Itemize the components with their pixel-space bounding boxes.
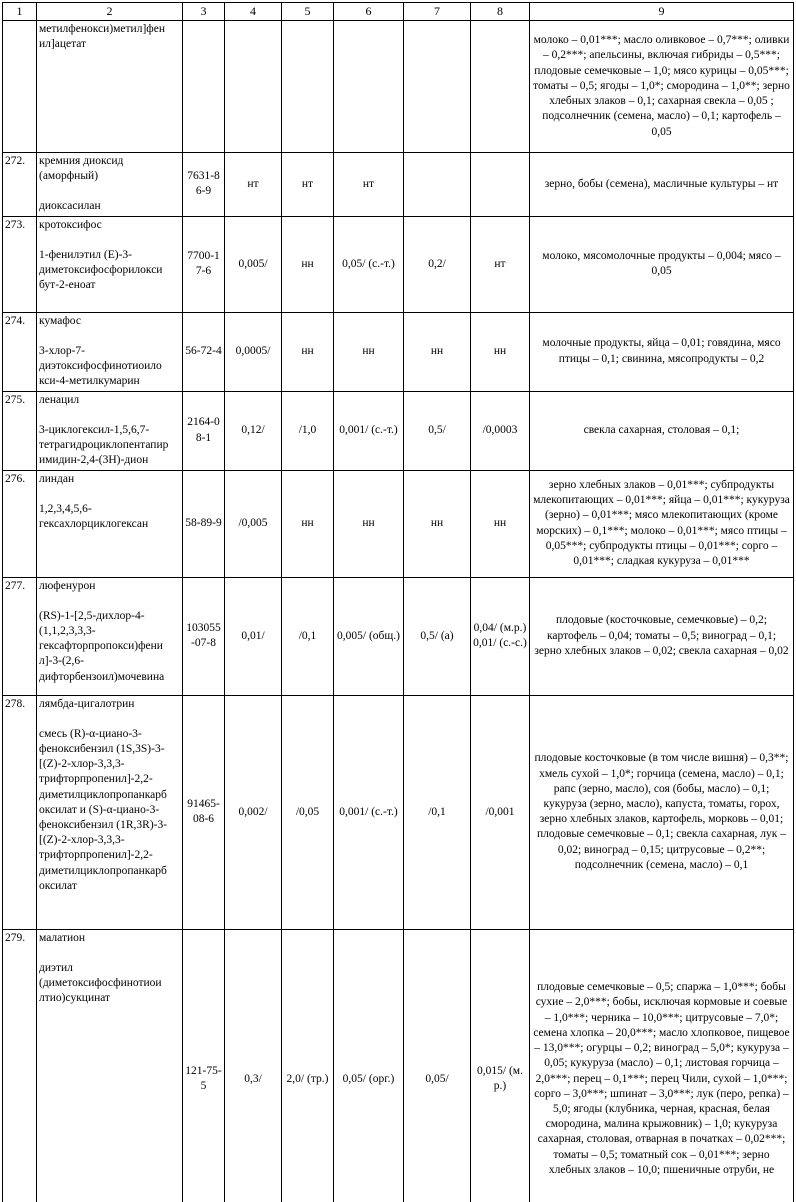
cas-number: 56-72-4 <box>183 312 225 391</box>
column-number-row <box>3 3 794 21</box>
substance-name-line: гексафторпропокси)фени <box>39 640 163 653</box>
substance-name-line: л]-3-(2,6- <box>39 655 85 668</box>
column-number: 2 <box>37 3 183 21</box>
value-col6: нт <box>334 153 404 217</box>
substance-name-cell <box>37 391 183 470</box>
substance-name-line: (аморфный) <box>39 170 99 183</box>
value-col8: нт <box>471 216 530 312</box>
substance-name-cell <box>37 577 183 695</box>
cas-number: 91465-08-6 <box>183 695 225 929</box>
value-col7: нн <box>404 470 471 577</box>
column-number: 1 <box>3 3 37 21</box>
value-col5: нн <box>282 312 334 391</box>
product-limits: молочные продукты, яйца – 0,01; говядина, мясо птицы – 0,1; свинина, мясопродукты – 0,2 <box>530 312 794 391</box>
substance-name-line: [(Z)-2-хлор-3,3,3- <box>39 758 125 771</box>
value-col4: 0,01/ <box>225 577 282 695</box>
row-number: 273. <box>3 216 37 312</box>
value-col7: 0,5/ <box>404 391 471 470</box>
product-limits: плодовые семечковые – 0,5; спаржа – 1,0***; бобы сухие – 2,0***; бобы, исключая кормовые и соевые – 1,0***; черника – 10,0***; цитрусовые – 7,0*; семена хлопка – 20,0***; масло хлопковое, пищевое – 13,0***; огурцы – 0,2; виноград – 5,0*; кукуруза – 0,05; кукуруза (масло) – 0,1; листовая горчица – 2,0***; перец – 0,1***; перец Чили, сухой – 1,0***; сорго – 3,0***; шпинат – 3,0***; лук (перо, репка) – 5,0; ягоды (клубника, черная, красная, белая смородина, малина крыжовник) – 1,0; кукуруза сахарная, столовая, отварная в початках – 0,02***; томаты – 0,5; томатный сок – 0,01***; зерно хлебных злаков – 10,0; пшеничные отруби, не <box>530 929 794 1202</box>
table-row <box>3 216 794 312</box>
substance-name-line: трифторпропенил]-2,2- <box>39 773 153 786</box>
row-number <box>3 21 37 153</box>
value-col5: /0,1 <box>282 577 334 695</box>
cas-number <box>183 21 225 153</box>
product-limits: зерно хлебных злаков – 0,01***; субпродукты млекопитающих – 0,01***; яйца – 0,01***; кукуруза (зерно) – 0,01***; мясо млекопитающих (кроме морских) – 0,1***; молоко – 0,01***; мясо птицы – 0,05***; субпродукты птицы – 0,01***; сорго – 0,01***; сладкая кукуруза – 0,01*** <box>530 470 794 577</box>
product-limits: молоко, мясомолочные продукты – 0,004; мясо – 0,05 <box>530 216 794 312</box>
substance-name-cell <box>37 21 183 153</box>
value-col5: 2,0/ (тр.) <box>282 929 334 1202</box>
substance-name-line: 1,2,3,4,5,6- <box>39 502 92 515</box>
substance-name-line: ил]ацетат <box>39 38 87 51</box>
value-col4: 0,002/ <box>225 695 282 929</box>
substance-name-line: (RS)-1-[2,5-дихлор-4- <box>39 609 145 622</box>
table-row <box>3 391 794 470</box>
substance-name-line <box>39 184 180 199</box>
value-col8 <box>471 153 530 217</box>
substance-name-line <box>39 594 180 609</box>
substance-name-line: бут-2-еноат <box>39 279 96 292</box>
value-col5: /1,0 <box>282 391 334 470</box>
substance-name-line: малатион <box>39 931 86 944</box>
substance-name-line: феноксибензил (1S,3S)-3- <box>39 743 165 756</box>
column-number: 8 <box>471 3 530 21</box>
column-number: 3 <box>183 3 225 21</box>
cas-number: 2164-08-1 <box>183 391 225 470</box>
table-row <box>3 929 794 1202</box>
value-col6: 0,05/ (орг.) <box>334 929 404 1202</box>
substance-name-line: оксилат и (S)-α-циано-3- <box>39 803 160 816</box>
value-col5: нн <box>282 216 334 312</box>
value-col6: 0,001/ (с.-т.) <box>334 391 404 470</box>
cas-number: 7700-17-6 <box>183 216 225 312</box>
substance-name-line: ленацил <box>39 393 80 406</box>
substance-name-line <box>39 487 180 502</box>
substance-name-line: 3-циклогексил-1,5,6,7- <box>39 423 150 436</box>
substance-name-line: лямбда-цигалотрин <box>39 697 135 710</box>
substance-name-line: диэтил <box>39 961 73 974</box>
product-limits: свекла сахарная, столовая – 0,1; <box>530 391 794 470</box>
substance-name-line: кумафос <box>39 314 81 327</box>
value-col5: нт <box>282 153 334 217</box>
row-number: 272. <box>3 153 37 217</box>
cas-number: 58-89-9 <box>183 470 225 577</box>
value-col6 <box>334 21 404 153</box>
value-col4: 0,12/ <box>225 391 282 470</box>
substance-name-line: метилфенокси)метил]фен <box>39 23 165 35</box>
substance-name-cell <box>37 929 183 1202</box>
substance-name-line: диметилциклопропанкарб <box>39 864 167 877</box>
column-number: 6 <box>334 3 404 21</box>
cas-number: 121-75-5 <box>183 929 225 1202</box>
table-row <box>3 577 794 695</box>
column-number: 7 <box>404 3 471 21</box>
table-row <box>3 470 794 577</box>
substance-name-line: смесь (R)-α-циано-3- <box>39 727 142 740</box>
value-col7: 0,2/ <box>404 216 471 312</box>
substance-name-line: кремния диоксид <box>39 155 124 167</box>
substance-name-line: кротоксифос <box>39 218 102 231</box>
value-col6: 0,001/ (с.-т.) <box>334 695 404 929</box>
value-col7: 0,5/ (а) <box>404 577 471 695</box>
substance-name-line: тетрагидроциклопентапир <box>39 439 169 452</box>
column-number: 5 <box>282 3 334 21</box>
value-col7 <box>404 153 471 217</box>
substance-name-line: дифторбензоил)мочевина <box>39 670 165 683</box>
substance-name-line: 3-хлор-7- <box>39 344 85 357</box>
value-col8: 0,04/ (м.р.) 0,01/ (с.-с.) <box>471 577 530 695</box>
substance-name-line: линдан <box>39 472 75 485</box>
substance-name-line: феноксибензил (1R,3R)-3- <box>39 819 168 832</box>
table-row <box>3 695 794 929</box>
substance-name-line <box>39 329 180 344</box>
substance-name-line: трифторпропенил]-2,2- <box>39 849 153 862</box>
value-col5: нн <box>282 470 334 577</box>
column-number: 4 <box>225 3 282 21</box>
row-number: 274. <box>3 312 37 391</box>
value-col7: 0,05/ <box>404 929 471 1202</box>
row-number: 277. <box>3 577 37 695</box>
table-row <box>3 153 794 217</box>
substance-name-cell <box>37 216 183 312</box>
value-col6: 0,005/ (общ.) <box>334 577 404 695</box>
substance-name-cell <box>37 312 183 391</box>
product-limits: плодовые косточковые (в том числе вишня) – 0,3**; хмель сухой – 1,0*; горчица (семена, масло) – 0,1; рапс (зерно, масло), соя (бобы, масло) – 0,1; кукуруза (зерно, масло), капуста, томаты, горох, зерно хлебных злаков, картофель, морковь – 0,01; плодовые семечковые – 0,1; свекла сахарная, лук – 0,02; виноград – 0,15; цитрусовые – 0,2**; подсолнечник (семена, масло) – 0,1 <box>530 695 794 929</box>
mrl-table <box>2 2 794 1202</box>
product-limits: молоко – 0,01***; масло оливковое – 0,7***; оливки – 0,2***; апельсины, включая гибриды – 0,5***; плодовые семечковые – 1,0; мясо курицы – 0,05***; томаты – 0,5; ягоды – 1,0*; смородина – 1,0**; зерно хлебных злаков – 0,1; сахарная свекла – 0,05 ; подсолнечник (семена, масло) – 0,1; картофель – 0,05 <box>530 21 794 153</box>
value-col4: нт <box>225 153 282 217</box>
substance-name-cell <box>37 470 183 577</box>
substance-name-line: диоксасилан <box>39 200 101 213</box>
product-limits: плодовые (косточковые, семечковые) – 0,2; картофель – 0,04; томаты – 0,5; виноград – 0,1; зерно хлебных злаков – 0,02; свекла сахарная – 0,02 <box>530 577 794 695</box>
value-col6: нн <box>334 312 404 391</box>
value-col4: 0,3/ <box>225 929 282 1202</box>
substance-name-line: диэтоксифосфинотиоило <box>39 360 162 373</box>
cas-number: 7631-86-9 <box>183 153 225 217</box>
substance-name-line <box>39 946 180 961</box>
value-col4: 0,0005/ <box>225 312 282 391</box>
value-col4 <box>225 21 282 153</box>
row-number: 279. <box>3 929 37 1202</box>
row-number: 278. <box>3 695 37 929</box>
value-col7 <box>404 21 471 153</box>
value-col8: нн <box>471 470 530 577</box>
substance-name-line: кси-4-метилкумарин <box>39 375 140 388</box>
substance-name-line: (1,1,2,3,3,3- <box>39 625 96 638</box>
substance-name-line <box>39 233 180 248</box>
value-col8: /0,001 <box>471 695 530 929</box>
substance-name-cell <box>37 153 183 217</box>
cas-number: 103055-07-8 <box>183 577 225 695</box>
product-limits: зерно, бобы (семена), масличные культуры – нт <box>530 153 794 217</box>
substance-name-line: оксилат <box>39 879 77 892</box>
substance-name-line: лтио)сукцинат <box>39 992 111 1005</box>
value-col8: /0,0003 <box>471 391 530 470</box>
value-col8: 0,015/ (м.р.) <box>471 929 530 1202</box>
value-col8 <box>471 21 530 153</box>
substance-name-line <box>39 712 180 727</box>
value-col7: /0,1 <box>404 695 471 929</box>
column-number: 9 <box>530 3 794 21</box>
row-number: 275. <box>3 391 37 470</box>
substance-name-line: [(Z)-2-хлор-3,3,3- <box>39 834 125 847</box>
substance-name-line: (диметоксифосфинотиои <box>39 977 162 990</box>
substance-name-line <box>39 408 180 423</box>
substance-name-line: 1-фенилэтил (E)-3- <box>39 248 133 261</box>
table-row <box>3 312 794 391</box>
table-row <box>3 21 794 153</box>
value-col5: /0,05 <box>282 695 334 929</box>
value-col4: /0,005 <box>225 470 282 577</box>
value-col6: 0,05/ (с.-т.) <box>334 216 404 312</box>
value-col7: нн <box>404 312 471 391</box>
substance-name-line: гексахлорциклогексан <box>39 518 149 531</box>
value-col8: нн <box>471 312 530 391</box>
substance-name-line: диметилциклопропанкарб <box>39 788 167 801</box>
value-col6: нн <box>334 470 404 577</box>
substance-name-line: люфенурон <box>39 579 96 592</box>
value-col5 <box>282 21 334 153</box>
value-col4: 0,005/ <box>225 216 282 312</box>
row-number: 276. <box>3 470 37 577</box>
substance-name-line: имидин-2,4-(3H)-дион <box>39 454 149 467</box>
substance-name-line: диметоксифосфорилокси <box>39 264 163 277</box>
substance-name-cell <box>37 695 183 929</box>
